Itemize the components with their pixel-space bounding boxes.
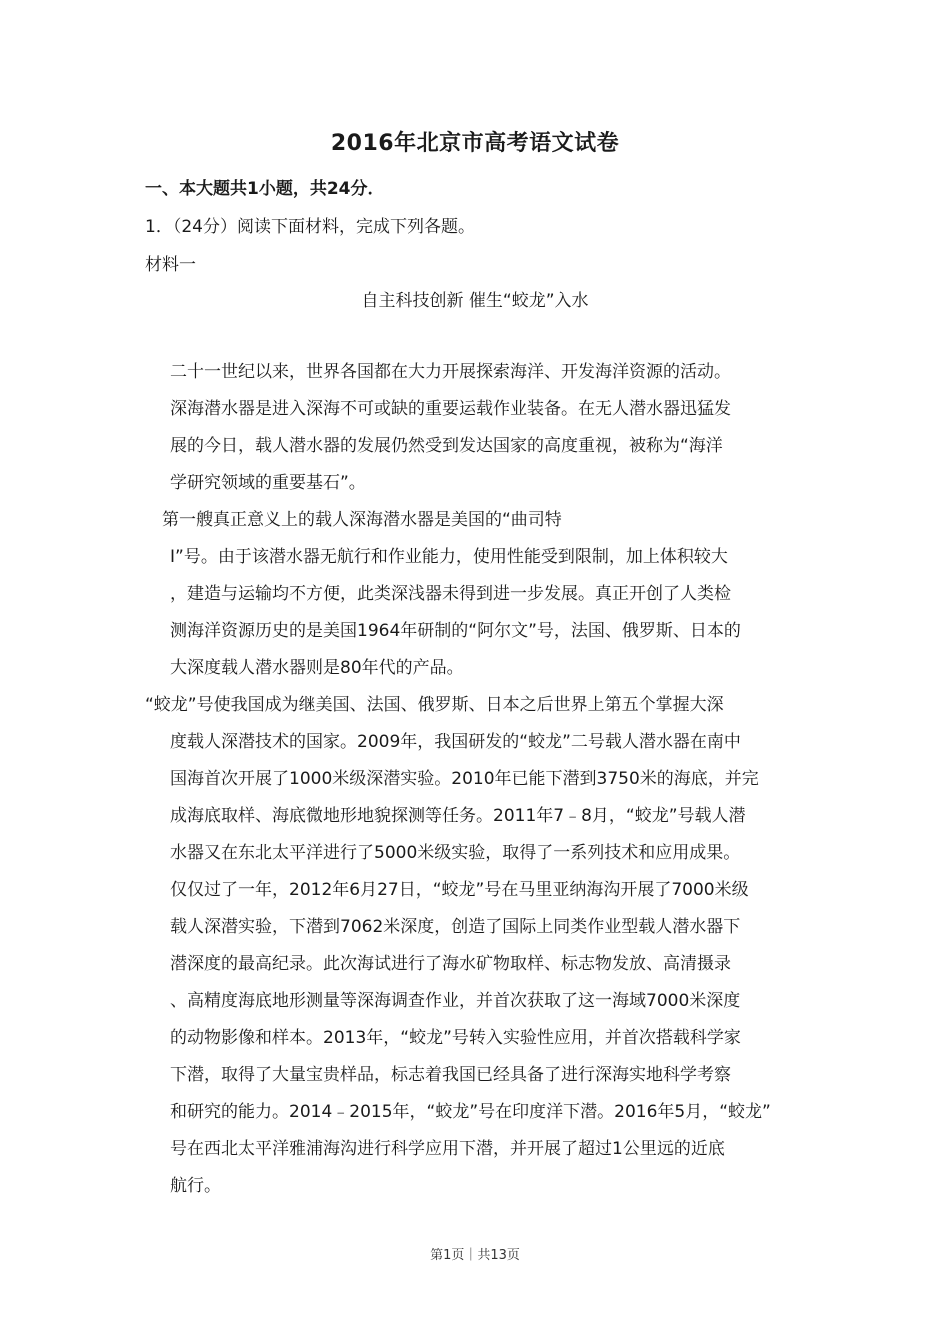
body-line: 测海洋资源历史的是美国1964年研制的“阿尔文”号，法国、俄罗斯、日本的 [170,621,741,641]
question-prompt: 1．（24分）阅读下面材料，完成下列各题。 [145,217,475,237]
body-line: ，建造与运输均不方便，此类深浅器未得到进一步发展。真正开创了人类检 [170,584,731,604]
body-line: 的动物影像和样本。2013年，“蛟龙”号转入实验性应用，并首次搭载科学家 [170,1028,741,1048]
body-line: 展的今日，载人潜水器的发展仍然受到发达国家的高度重视，被称为“海洋 [170,436,723,456]
body-line: 仅仅过了一年，2012年6月27日，“蛟龙”号在马里亚纳海沟开展了7000米级 [170,880,749,900]
body-line: 潜深度的最高纪录。此次海试进行了海水矿物取样、标志物发放、高清摄录 [170,954,731,974]
body-line: 号在西北太平洋雅浦海沟进行科学应用下潜，并开展了超过1公里远的近底 [170,1139,725,1159]
body-line: I”号。由于该潜水器无航行和作业能力，使用性能受到限制，加上体积较大 [170,547,728,567]
article-title: 自主科技创新 催生“蛟龙”入水 [361,291,589,311]
body-line: 学研究领域的重要基石”。 [170,473,366,493]
body-line: 大深度载人潜水器则是80年代的产品。 [170,658,464,678]
body-line: 度载人深潜技术的国家。2009年，我国研发的“蛟龙”二号载人潜水器在南中 [170,732,741,752]
body-line: 二十一世纪以来，世界各国都在大力开展探索海洋、开发海洋资源的活动。 [170,362,731,382]
body-line: 国海首次开展了1000米级深潜实验。2010年已能下潜到3750米的海底，并完 [170,769,759,789]
body-line: 深海潜水器是进入深海不可或缺的重要运载作业装备。在无人潜水器迅猛发 [170,399,731,419]
document-title: 2016年北京市高考语文试卷 [330,131,620,156]
body-line: 载人深潜实验，下潜到7062米深度，创造了国际上同类作业型载人潜水器下 [170,917,741,937]
page-footer: 第1页｜共13页 [430,1248,520,1263]
body-line: 和研究的能力。2014﹣2015年，“蛟龙”号在印度洋下潜。2016年5月，“蛟龙” [170,1102,771,1122]
body-line: “蛟龙”号使我国成为继美国、法国、俄罗斯、日本之后世界上第五个掌握大深 [145,695,724,715]
body-line: 成海底取样、海底微地形地貌探测等任务。2011年7﹣8月，“蛟龙”号载人潜 [170,806,746,826]
body-line: 水器又在东北太平洋进行了5000米级实验，取得了一系列技术和应用成果。 [170,843,741,863]
section-heading: 一、本大题共1小题，共24分． [145,179,385,199]
material-label: 材料一 [145,255,196,275]
body-line: 航行。 [170,1176,221,1196]
body-line: 、高精度海底地形测量等深海调查作业，并首次获取了这一海域7000米深度 [170,991,741,1011]
body-line: 第一艘真正意义上的载人深海潜水器是美国的“曲司特 [162,510,562,530]
body-line: 下潜，取得了大量宝贵样品，标志着我国已经具备了进行深海实地科学考察 [170,1065,731,1085]
